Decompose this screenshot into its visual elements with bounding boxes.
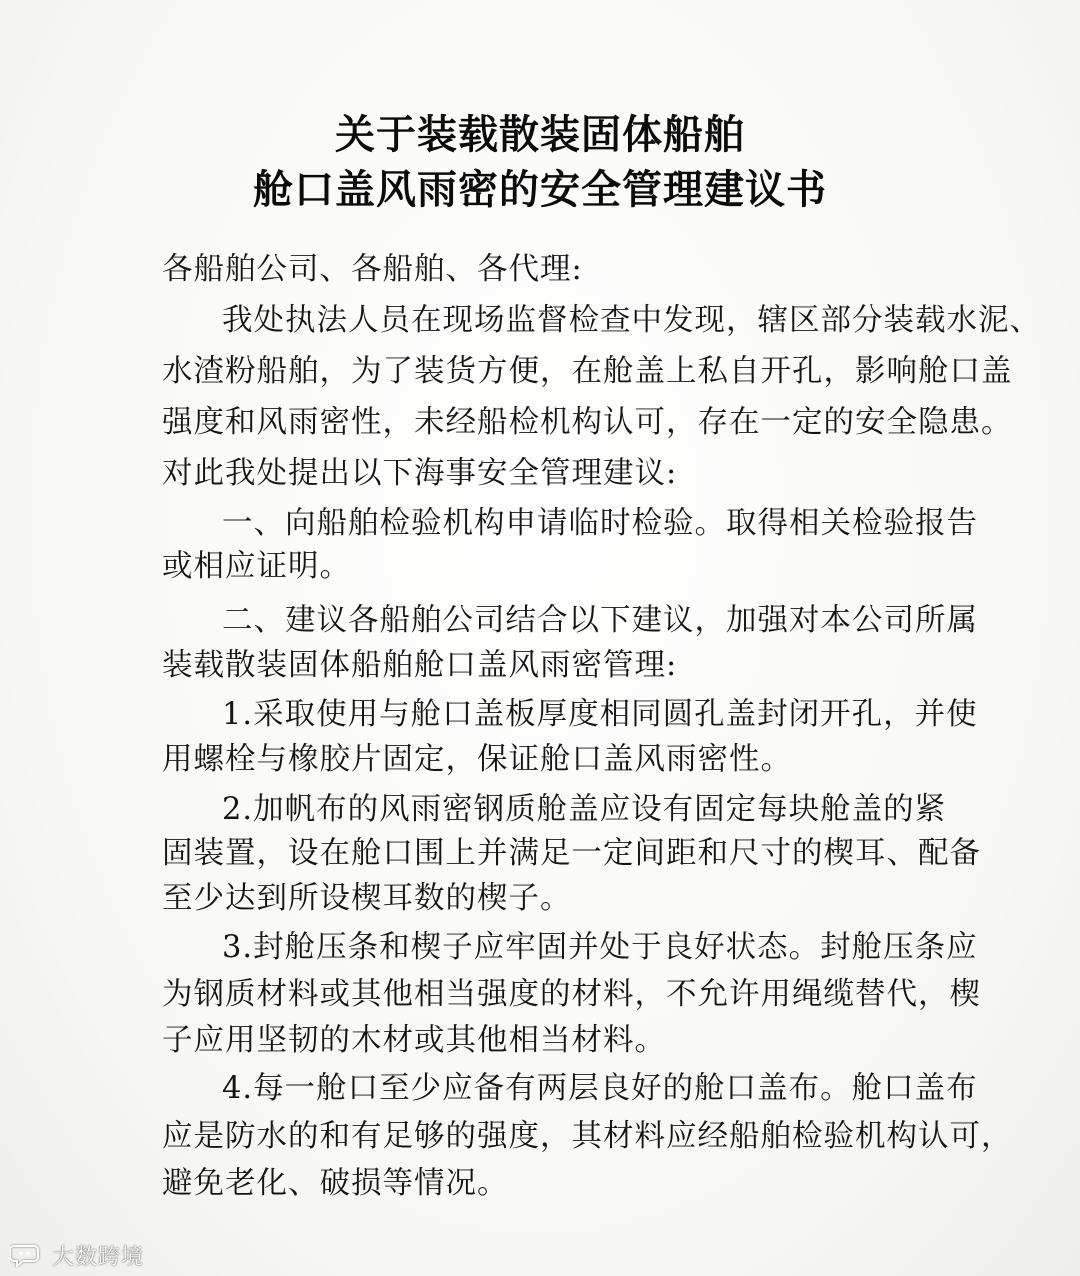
document-title-line-1: 关于装载散装固体船舶 xyxy=(335,111,745,158)
item-1-line-1: 一、向船舶检验机构申请临时检验。取得相关检验报告 xyxy=(222,506,978,541)
sub-item-2-line-2: 固装置，设在舱口围上并满足一定间距和尺寸的楔耳、配备 xyxy=(162,836,981,871)
sub-item-1-line-2: 用螺栓与橡胶片固定，保证舱口盖风雨密性。 xyxy=(162,742,792,777)
paragraph-1-line-2: 水渣粉船舶，为了装货方便，在舱盖上私自开孔，影响舱口盖 xyxy=(162,354,1013,389)
sub-item-3-line-1: 3.封舱压条和楔子应牢固并处于良好状态。封舱压条应 xyxy=(222,930,978,965)
watermark-text: 大数跨境 xyxy=(52,1244,145,1270)
sub-item-4-line-1: 4.每一舱口至少应备有两层良好的舱口盖布。舱口盖布 xyxy=(222,1071,978,1106)
chat-bubble-logo-icon xyxy=(10,1242,44,1268)
paragraph-1-line-4: 对此我处提出以下海事安全管理建议: xyxy=(162,456,678,491)
sub-item-3-line-2: 为钢质材料或其他相当强度的材料，不允许用绳缆替代，楔 xyxy=(162,977,981,1012)
sub-item-4-line-3: 避免老化、破损等情况。 xyxy=(162,1166,509,1201)
sub-item-2-line-3: 至少达到所设楔耳数的楔子。 xyxy=(162,881,572,916)
sub-item-4-line-2: 应是防水的和有足够的强度，其材料应经船舶检验机构认可， xyxy=(162,1119,1013,1154)
watermark xyxy=(10,1238,144,1272)
paragraph-1-line-1: 我处执法人员在现场监督检查中发现，辖区部分装载水泥、 xyxy=(222,303,1041,338)
paragraph-1-line-3: 强度和风雨密性，未经船检机构认可，存在一定的安全隐患。 xyxy=(162,405,1013,440)
item-1-line-2: 或相应证明。 xyxy=(162,549,351,584)
salutation: 各船舶公司、各船舶、各代理: xyxy=(162,252,583,287)
item-2-line-1: 二、建议各船舶公司结合以下建议，加强对本公司所属 xyxy=(222,603,978,638)
document-title-line-2: 舱口盖风雨密的安全管理建议书 xyxy=(253,166,827,213)
sub-item-1-line-1: 1.采取使用与舱口盖板厚度相同圆孔盖封闭开孔，并使 xyxy=(222,697,978,732)
sub-item-2-line-1: 2.加帆布的风雨密钢质舱盖应设有固定每块舱盖的紧 xyxy=(222,792,947,827)
item-2-line-2: 装载散装固体船舶舱口盖风雨密管理: xyxy=(162,648,678,683)
sub-item-3-line-3: 子应用坚韧的木材或其他相当材料。 xyxy=(162,1023,666,1058)
